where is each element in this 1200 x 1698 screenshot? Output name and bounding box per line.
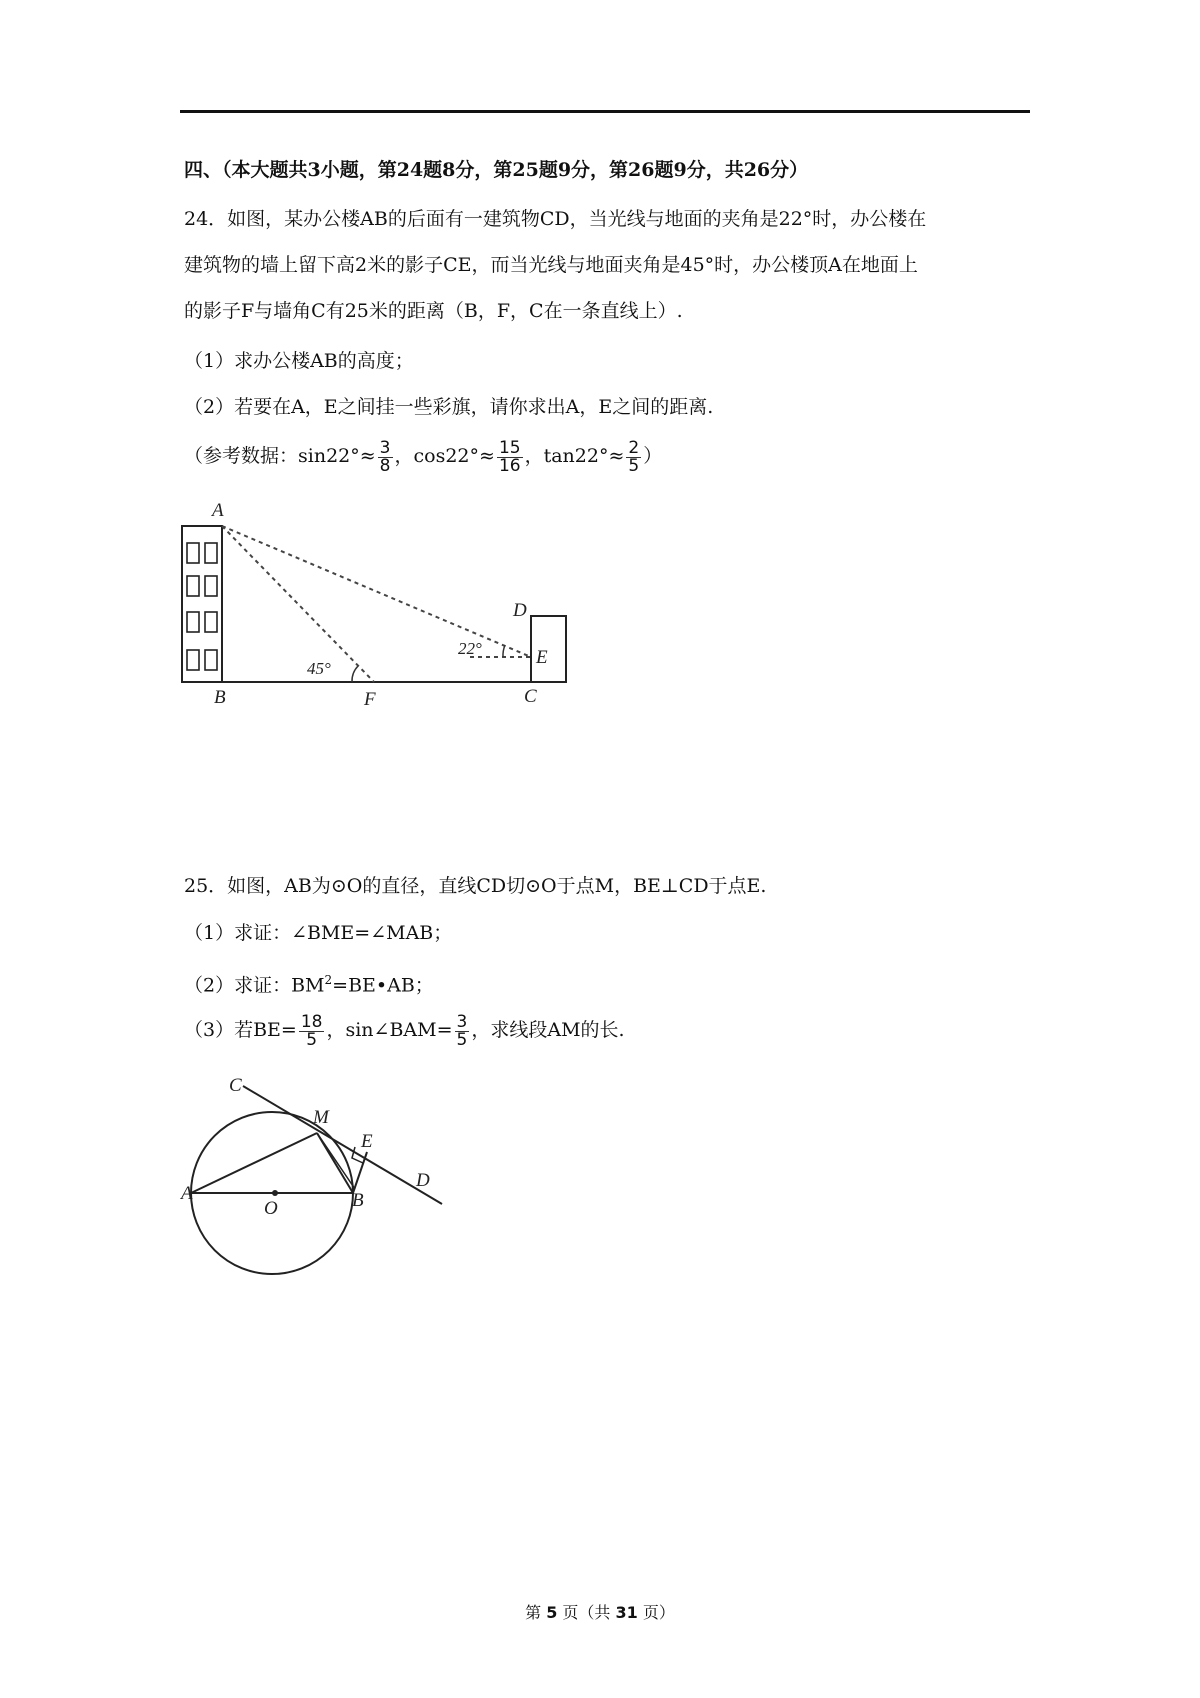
footer-middle: 页（共 bbox=[562, 1603, 611, 1622]
footer-total-pages: 31 bbox=[615, 1603, 638, 1622]
q25-part3-prefix: （3）若BE= bbox=[184, 1019, 297, 1041]
cos22-denominator: 16 bbox=[498, 455, 521, 476]
q25-line1: 25．如图，AB为⊙O的直径，直线CD切⊙O于点M，BE⊥CD于点E. bbox=[184, 875, 767, 897]
sin-bam-numerator: 3 bbox=[456, 1011, 468, 1032]
ref-prefix: （参考数据：sin22°≈ bbox=[184, 445, 376, 467]
q24-line1: 24．如图，某办公楼AB的后面有一建筑物CD，当光线与地面的夹角是22°时，办公楼在 bbox=[184, 208, 927, 230]
label-b: B bbox=[352, 1190, 364, 1211]
label-a: A bbox=[181, 1183, 193, 1204]
center-point bbox=[272, 1190, 278, 1196]
q25-part1: （1）求证：∠BME=∠MAB； bbox=[184, 922, 453, 944]
sin22-numerator: 3 bbox=[379, 437, 391, 458]
be-numerator: 18 bbox=[300, 1011, 323, 1032]
label-m: M bbox=[313, 1107, 329, 1128]
be-denominator: 5 bbox=[306, 1029, 318, 1050]
label-c: C bbox=[229, 1075, 242, 1096]
cos22-numerator: 15 bbox=[498, 437, 521, 458]
ref-suffix: ） bbox=[643, 445, 663, 467]
q25-part3-mid: ，sin∠BAM= bbox=[326, 1019, 453, 1041]
footer-prefix: 第 bbox=[525, 1603, 542, 1622]
q24-part2: （2）若要在A，E之间挂一些彩旗，请你求出A，E之间的距离. bbox=[184, 396, 714, 418]
label-d: D bbox=[513, 600, 527, 621]
angle-label-22: 22° bbox=[458, 639, 482, 658]
label-c: C bbox=[524, 686, 537, 707]
label-e: E bbox=[536, 647, 548, 668]
q24-line3: 的影子F与墙角C有25米的距离（B，F，C在一条直线上）. bbox=[184, 300, 683, 322]
angle-label-45: 45° bbox=[307, 659, 331, 678]
sin22-denominator: 8 bbox=[379, 455, 391, 476]
tangent-cd bbox=[243, 1086, 442, 1204]
segment-be bbox=[353, 1152, 367, 1193]
footer-page-number: 5 bbox=[546, 1603, 558, 1622]
label-e: E bbox=[361, 1131, 373, 1152]
label-a: A bbox=[212, 500, 224, 521]
tan22-numerator: 2 bbox=[628, 437, 640, 458]
label-d: D bbox=[416, 1170, 430, 1191]
ref-cos-label: ，cos22°≈ bbox=[394, 445, 495, 467]
q25-part2-superscript: 2 bbox=[324, 973, 333, 987]
ref-tan-label: ，tan22°≈ bbox=[524, 445, 625, 467]
q24-line2: 建筑物的墙上留下高2米的影子CE，而当光线与地面夹角是45°时，办公楼顶A在地面上 bbox=[184, 254, 918, 276]
section-title: 四、（本大题共3小题，第24题8分，第25题9分，第26题9分，共26分） bbox=[184, 159, 809, 181]
q24-part1: （1）求办公楼AB的高度； bbox=[184, 350, 414, 372]
label-b: B bbox=[214, 687, 226, 708]
tan22-denominator: 5 bbox=[628, 455, 640, 476]
q25-part2-prefix: （2）求证：BM bbox=[184, 974, 325, 997]
label-o: O bbox=[264, 1198, 278, 1219]
footer-suffix: 页） bbox=[642, 1603, 675, 1622]
page-footer bbox=[0, 1600, 1200, 1623]
label-f: F bbox=[364, 689, 376, 710]
q25-part2-suffix: =BE•AB； bbox=[332, 974, 434, 997]
q25-part3-suffix: ，求线段AM的长. bbox=[471, 1019, 625, 1041]
sin-bam-denominator: 5 bbox=[456, 1029, 468, 1050]
